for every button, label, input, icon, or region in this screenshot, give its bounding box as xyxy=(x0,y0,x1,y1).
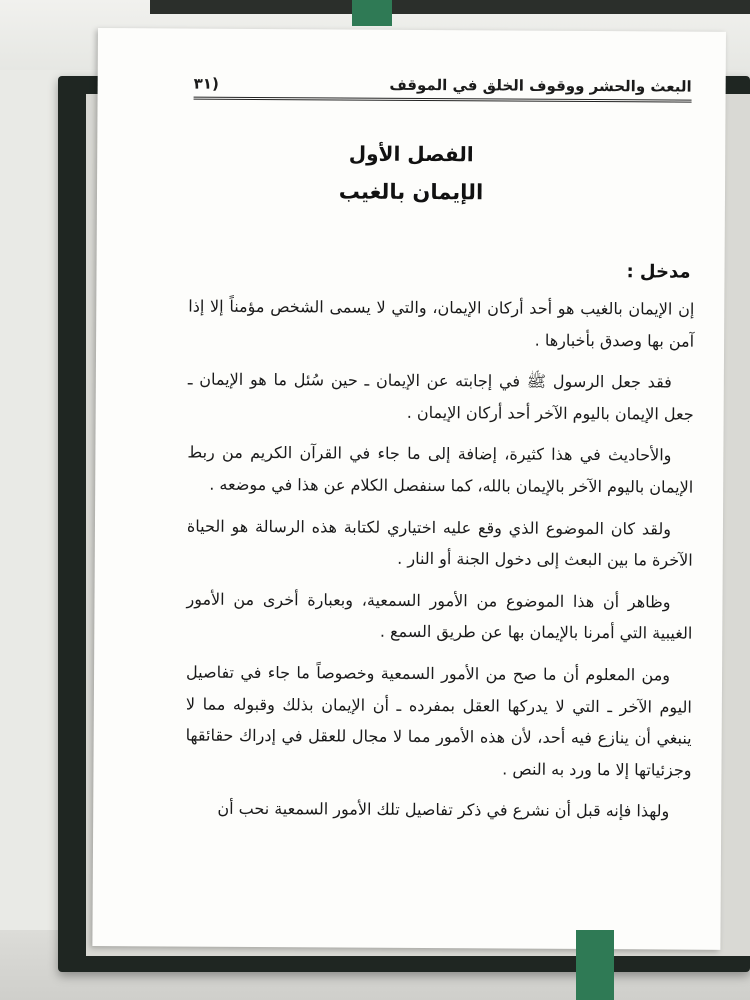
paragraph: والأحاديث في هذا كثيرة، إضافة إلى ما جاء في القرآن الكريم من ربط الإيمان باليوم الآخر بالإيمان بالله، كما سنفصل الكلام عن هذا في موضعه . xyxy=(187,442,694,497)
paragraph: وظاهر أن هذا الموضوع من الأمور السمعية، وبعبارة أخرى من الأمور الغيبية التي أمرنا بالإيمان بها عن طريق السمع . xyxy=(186,589,693,643)
paragraph: فقد جعل الرسول ﷺ في إجابته عن الإيمان ـ حين سُئل ما هو الإيمان ـ جعل الإيمان باليوم الآخر أحد أركان الإيمان . xyxy=(187,369,694,424)
paragraph: ولقد كان الموضوع الذي وقع عليه اختياري لكتابة هذه الرسالة هو الحياة الآخرة ما بين البعث إلى دخول الجنة أو النار . xyxy=(186,516,693,570)
page-number: (٣١ xyxy=(193,74,219,93)
bookmark-ribbon-top xyxy=(352,0,392,26)
body-text xyxy=(185,291,694,838)
header-rule xyxy=(194,97,692,103)
bookmark-ribbon-bottom xyxy=(576,930,614,1000)
section-label: مدخل : xyxy=(626,261,691,283)
paragraph: ولهذا فإنه قبل أن نشرع في ذكر تفاصيل تلك الأمور السمعية نحب أن xyxy=(217,799,670,821)
paragraph: ومن المعلوم أن ما صح من الأمور السمعية وخصوصاً ما جاء في تفاصيل اليوم الآخر ـ التي لا يدركها العقل بمفرده ـ أن الإيمان بذلك وقبوله مما لا ينبغي أن ينازع فيه أحد، لأن هذه الأمور مما لا مجال للعقل في إدراك حقائقها وجزئياتها إلا ما ورد به النص . xyxy=(185,662,692,780)
paragraph: إن الإيمان بالغيب هو أحد أركان الإيمان، والتي لا يسمى الشخص مؤمناً إلا إذا آمن بها وصدق بأخبارها . xyxy=(188,296,695,351)
chapter-heading xyxy=(97,140,725,206)
chapter-subtitle: الإيمان بالغيب xyxy=(338,179,484,205)
running-title: البعث والحشر ووقوف الخلق في الموقف xyxy=(389,75,692,96)
chapter-title: الفصل الأول xyxy=(348,141,474,167)
running-header xyxy=(194,69,692,96)
background-book-edge xyxy=(150,0,750,14)
book-page xyxy=(92,28,726,950)
